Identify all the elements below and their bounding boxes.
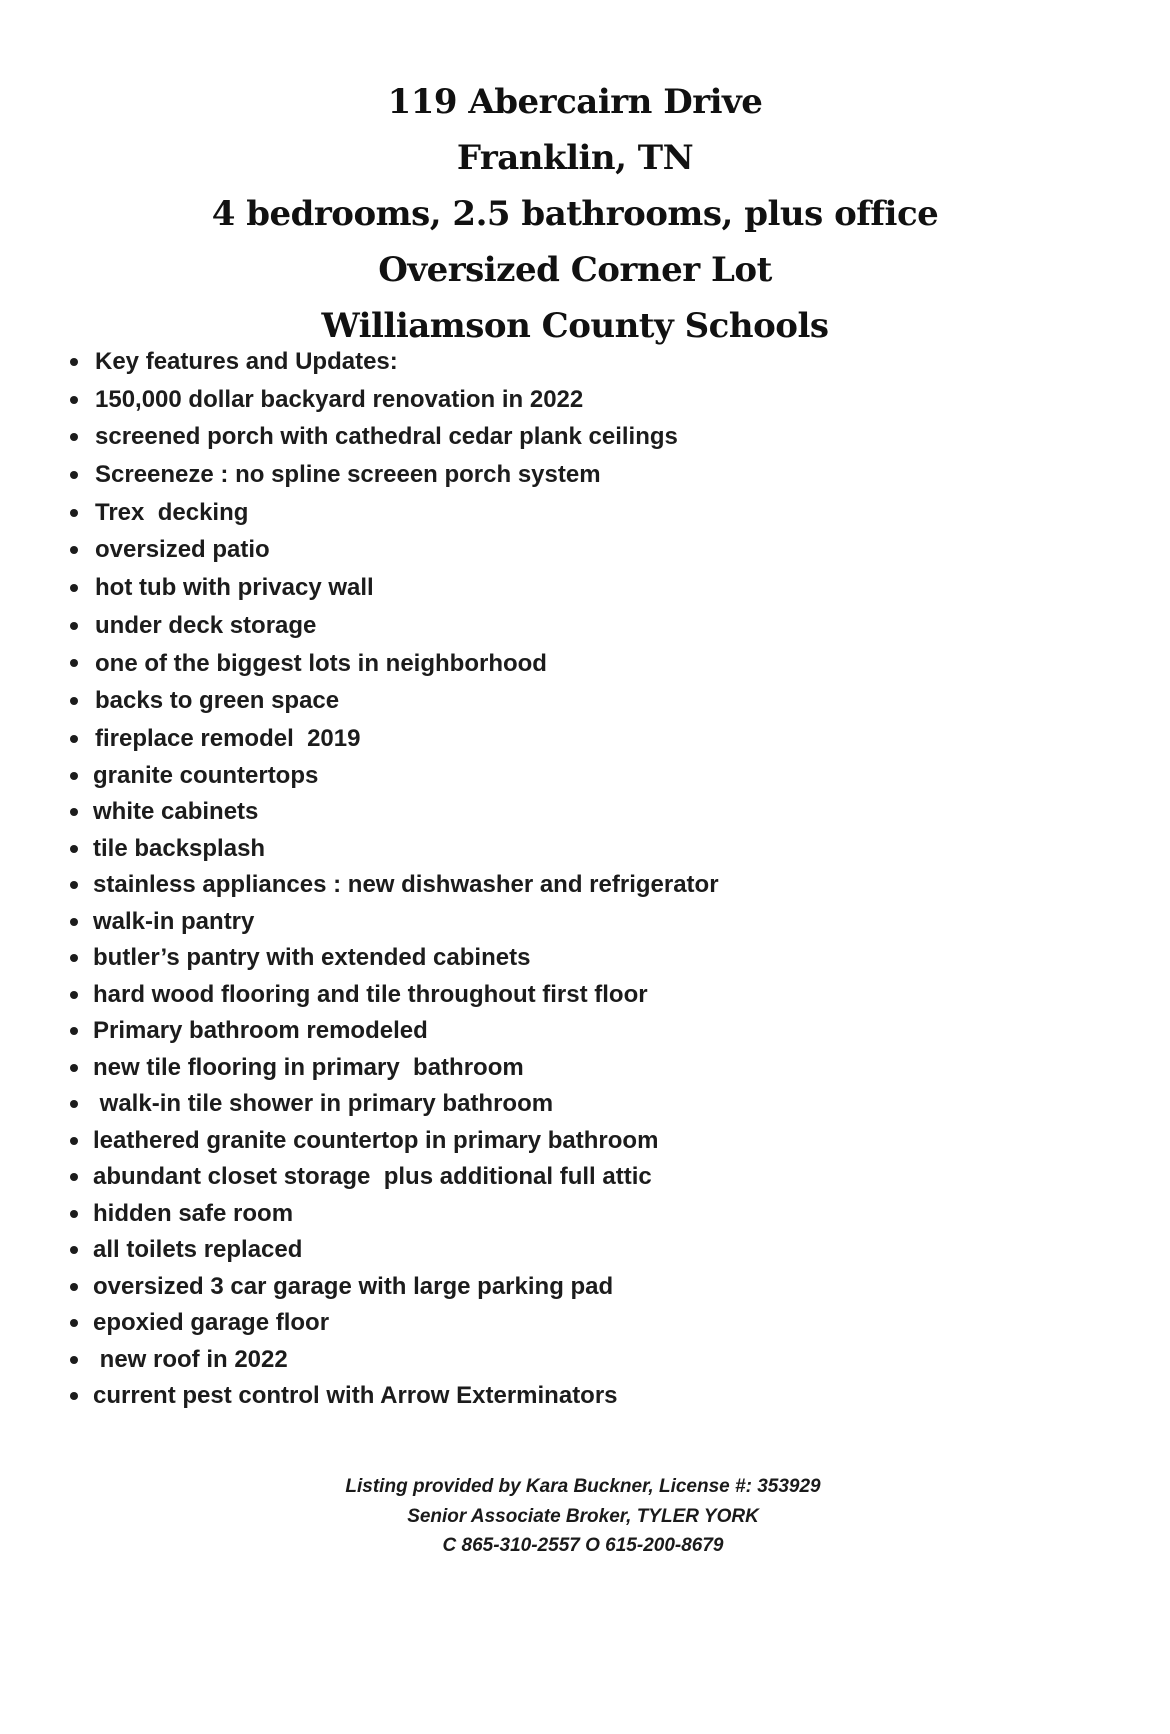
feature-item: oversized 3 car garage with large parking pad [68, 1269, 719, 1306]
feature-item: new tile flooring in primary bathroom [68, 1050, 719, 1087]
city-heading: Franklin, TN [456, 138, 694, 178]
feature-item: all toilets replaced [68, 1232, 719, 1269]
feature-item: one of the biggest lots in neighborhood [68, 645, 719, 683]
lot-heading: Oversized Corner Lot [378, 250, 772, 290]
feature-item: butler’s pantry with extended cabinets [68, 940, 719, 977]
feature-item: walk-in tile shower in primary bathroom [68, 1086, 719, 1123]
feature-item: backs to green space [68, 682, 719, 720]
feature-item: Key features and Updates: [68, 343, 719, 381]
feature-item: new roof in 2022 [68, 1342, 719, 1379]
feature-item: screened porch with cathedral cedar plank ceilings [68, 418, 719, 456]
features-list [68, 343, 719, 1415]
schools-heading: Williamson County Schools [321, 306, 829, 346]
feature-item: 150,000 dollar backyard renovation in 2022 [68, 381, 719, 419]
feature-item: Trex decking [68, 494, 719, 532]
feature-item: hard wood flooring and tile throughout first floor [68, 977, 719, 1014]
feature-item: stainless appliances : new dishwasher and refrigerator [68, 867, 719, 904]
feature-item: abundant closet storage plus additional full attic [68, 1159, 719, 1196]
feature-item: epoxied garage floor [68, 1305, 719, 1342]
feature-item: Primary bathroom remodeled [68, 1013, 719, 1050]
feature-item: walk-in pantry [68, 904, 719, 941]
broker-line: Senior Associate Broker, TYLER YORK [407, 1505, 759, 1527]
feature-item: tile backsplash [68, 831, 719, 868]
feature-item: fireplace remodel 2019 [68, 720, 719, 758]
feature-item: hidden safe room [68, 1196, 719, 1233]
phone-line: C 865-310-2557 O 615-200-8679 [442, 1535, 724, 1556]
feature-item: white cabinets [68, 794, 719, 831]
address-heading: 119 Abercairn Drive [387, 82, 763, 122]
listing-footer [0, 1472, 1166, 1561]
feature-item: oversized patio [68, 531, 719, 569]
listing-agent-line: Listing provided by Kara Buckner, License #: 353929 [345, 1476, 821, 1497]
listing-header [0, 74, 1150, 354]
feature-item: under deck storage [68, 607, 719, 645]
feature-item: Screeneze : no spline screeen porch system [68, 456, 719, 494]
feature-item: hot tub with privacy wall [68, 569, 719, 607]
rooms-heading: 4 bedrooms, 2.5 bathrooms, plus office [211, 194, 939, 234]
feature-item: current pest control with Arrow Exterminators [68, 1378, 719, 1415]
feature-item: granite countertops [68, 758, 719, 795]
feature-item: leathered granite countertop in primary bathroom [68, 1123, 719, 1160]
